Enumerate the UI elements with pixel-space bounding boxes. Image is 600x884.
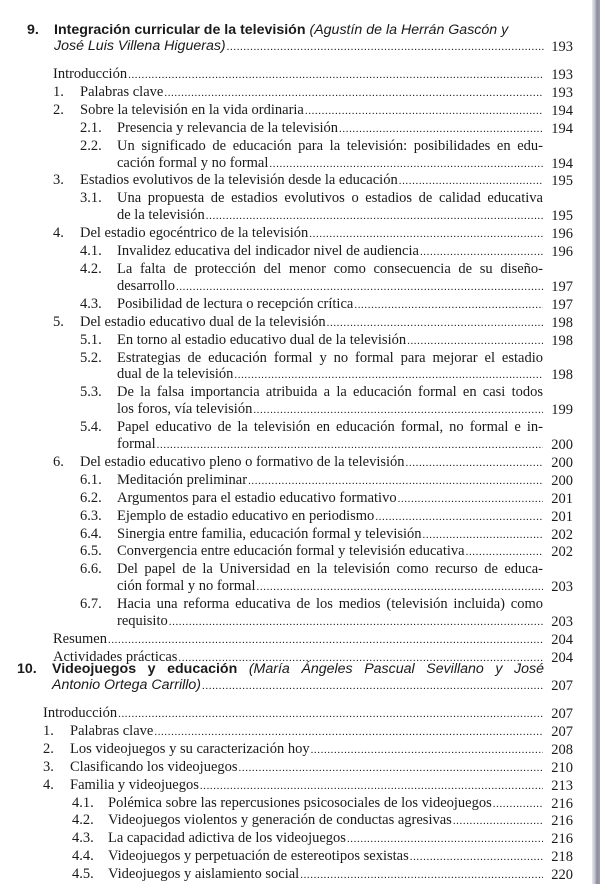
- entry-page-number: 202: [551, 526, 573, 543]
- toc-entry[interactable]: [0, 296, 590, 314]
- dot-leader: [420, 244, 543, 261]
- entry-page-number: 207: [551, 706, 573, 722]
- entry-number: 6.2.: [80, 489, 102, 506]
- entry-number: 6.5.: [80, 543, 102, 560]
- entry-title: Presencia y relevancia de la televisión: [117, 119, 339, 136]
- entry-number: 4.4.: [72, 848, 94, 865]
- dot-leader: [169, 614, 543, 631]
- entry-number: 6.7.: [80, 596, 102, 613]
- entry-title: Del estadio educativo pleno o formativo de la televisión: [80, 453, 405, 470]
- toc-entries: [0, 705, 590, 884]
- entry-page-number: 203: [551, 579, 573, 596]
- entry-number: 4.3.: [72, 830, 94, 847]
- dot-leader: [375, 509, 543, 526]
- entry-page-number: 196: [551, 244, 573, 261]
- dot-leader: [311, 742, 543, 759]
- chapter-authors-line2: José Luis Villena Higueras): [54, 38, 226, 54]
- toc-entry[interactable]: [0, 543, 590, 561]
- dot-leader: [206, 208, 543, 225]
- dot-leader: [354, 297, 543, 314]
- entry-page-number: 195: [551, 173, 573, 190]
- entry-title: Del papel de la Universidad en la televisión como recurso de educa-: [117, 561, 543, 578]
- entry-page-number: 208: [551, 741, 573, 758]
- toc-entry[interactable]: [0, 741, 590, 759]
- dot-leader: [154, 724, 543, 741]
- dot-leader: [234, 367, 543, 384]
- entry-title: Estrategias de educación formal y no formal para mejorar el estadio: [117, 349, 543, 366]
- entry-title: formal: [117, 436, 156, 453]
- entry-title: Meditación preliminar: [117, 471, 248, 488]
- entry-title: Ejemplo de estadio educativo en periodismo: [117, 507, 375, 524]
- dot-leader: [407, 333, 543, 350]
- entry-page-number: 199: [551, 402, 573, 419]
- toc-entry[interactable]: [0, 812, 590, 830]
- dot-leader: [305, 103, 543, 120]
- entry-page-number: 207: [551, 723, 573, 740]
- chapter-9: [0, 22, 590, 667]
- entry-page-number: 196: [551, 226, 573, 243]
- dot-leader: [493, 796, 543, 813]
- entry-title: Introducción: [43, 705, 118, 721]
- dot-leader: [269, 156, 543, 173]
- dot-leader: [410, 849, 543, 866]
- entry-title: Posibilidad de lectura o recepción crítica: [117, 295, 354, 312]
- chapter-authors-line1: (Agustín de la Herrán Gascón y: [309, 22, 509, 38]
- entry-title: Videojuegos violentos y generación de conductas agresivas: [108, 812, 452, 829]
- entry-page-number: 193: [551, 67, 573, 83]
- toc-entry[interactable]: [0, 120, 590, 138]
- dot-leader: [398, 491, 543, 508]
- entry-number: 2.1.: [80, 119, 102, 136]
- entry-number: 6.1.: [80, 471, 102, 488]
- entry-title: Palabras clave: [80, 83, 164, 100]
- entry-page-number: 194: [551, 155, 573, 172]
- entry-page-number: 194: [551, 120, 573, 137]
- toc-entry[interactable]: [0, 795, 590, 813]
- entry-number: 6.3.: [80, 507, 102, 524]
- chapter-title: Videojuegos y educación: [52, 661, 238, 677]
- entry-number: 3.: [53, 172, 64, 189]
- chapter-heading[interactable]: [0, 661, 590, 694]
- entry-page-number: 198: [551, 332, 573, 349]
- dot-leader: [466, 544, 543, 561]
- dot-leader: [309, 226, 543, 243]
- entry-title: requisito: [117, 613, 168, 630]
- toc-entry[interactable]: [0, 848, 590, 866]
- entry-title: La falta de protección del menor como consecuencia de su diseño-: [117, 260, 543, 277]
- toc-entry[interactable]: [0, 454, 590, 472]
- entry-title: Sinergia entre familia, educación formal y televisión: [117, 525, 422, 542]
- toc-entries: [0, 66, 590, 667]
- entry-page-number: 198: [551, 367, 573, 384]
- entry-title: Hacia una reforma educativa de los medios (televisión incluida) como: [117, 596, 543, 613]
- entry-number: 2.: [43, 740, 54, 757]
- toc-entry[interactable]: [0, 472, 590, 490]
- dot-leader: [253, 402, 543, 419]
- dot-leader: [327, 315, 543, 332]
- toc-entry[interactable]: [0, 705, 590, 723]
- entry-title: Del estadio educativo dual de la televisión: [80, 313, 326, 330]
- entry-title: Papel educativo de la televisión en educación formal, no formal e in-: [117, 419, 543, 436]
- entry-title: Convergencia entre educación formal y televisión educativa: [117, 543, 465, 560]
- dot-leader: [300, 867, 543, 884]
- chapter-10: [0, 661, 590, 884]
- entry-title: Del estadio egocéntrico de la televisión: [80, 225, 309, 242]
- toc-entry[interactable]: [0, 830, 590, 848]
- toc-entry[interactable]: [0, 508, 590, 526]
- entry-title: Los videojuegos y su caracterización hoy: [70, 740, 310, 757]
- entry-page-number: 198: [551, 314, 573, 331]
- dot-leader: [339, 121, 543, 138]
- dot-leader: [257, 579, 543, 596]
- entry-title: Actividades prácticas: [53, 648, 178, 665]
- entry-number: 5.2.: [80, 349, 102, 366]
- entry-page-number: 213: [551, 777, 573, 794]
- toc-entry[interactable]: [0, 866, 590, 884]
- chapter-heading[interactable]: [0, 22, 590, 55]
- dot-leader: [200, 778, 543, 795]
- entry-page-number: 220: [551, 867, 573, 884]
- toc-entry[interactable]: [0, 777, 590, 795]
- entry-title: Videojuegos y perpetuación de estereotipos sexistas: [108, 848, 409, 865]
- dot-leader: [239, 760, 543, 777]
- entry-title: Introducción: [53, 66, 128, 82]
- entry-page-number: 197: [551, 296, 573, 313]
- entry-title: Invalidez educativa del indicador nivel de audiencia: [117, 243, 419, 260]
- entry-page-number: 194: [551, 102, 573, 119]
- entry-page-number: 202: [551, 544, 573, 561]
- entry-title: Polémica sobre las repercusiones psicosociales de los videojuegos: [108, 794, 492, 811]
- chapter-authors-line1: (María Ángeles Pascual Sevillano y José: [248, 661, 544, 677]
- dot-leader: [227, 39, 544, 55]
- entry-title: Familia y videojuegos: [70, 776, 199, 793]
- entry-page-number: 200: [551, 472, 573, 489]
- entry-title: Palabras clave: [70, 722, 154, 739]
- toc-entry[interactable]: [0, 102, 590, 120]
- entry-page-number: 204: [551, 632, 573, 648]
- chapter-authors-line2: Antonio Ortega Carrillo): [52, 677, 202, 693]
- dot-leader: [164, 85, 543, 102]
- entry-title: dual de la televisión: [117, 366, 234, 383]
- toc-entry[interactable]: [0, 759, 590, 777]
- entry-number: 4.2.: [72, 812, 94, 829]
- entry-number: 4.: [53, 225, 64, 242]
- entry-number: 6.4.: [80, 525, 102, 542]
- dot-leader: [406, 455, 543, 472]
- entry-page-number: 216: [551, 813, 573, 830]
- toc-entry[interactable]: [0, 314, 590, 332]
- entry-page-number: 210: [551, 759, 573, 776]
- dot-leader: [108, 632, 543, 649]
- entry-title: los foros, vía televisión: [117, 401, 253, 418]
- entry-number: 5.: [53, 313, 64, 330]
- dot-leader: [202, 678, 544, 694]
- entry-number: 4.1.: [80, 243, 102, 260]
- entry-title: de la televisión: [117, 207, 205, 224]
- toc-entry[interactable]: [0, 138, 590, 173]
- toc-entry[interactable]: [0, 490, 590, 508]
- entry-number: 2.2.: [80, 137, 102, 154]
- entry-title: desarrollo: [117, 277, 175, 294]
- entry-number: 5.1.: [80, 331, 102, 348]
- entry-number: 4.5.: [72, 866, 94, 883]
- entry-number: 6.: [53, 453, 64, 470]
- entry-page-number: 216: [551, 795, 573, 812]
- entry-page-number: 200: [551, 454, 573, 471]
- entry-page-number: 197: [551, 278, 573, 295]
- entry-title: Videojuegos y aislamiento social: [108, 866, 300, 883]
- toc-entry[interactable]: [0, 723, 590, 741]
- entry-title: Argumentos para el estadio educativo formativo: [117, 489, 397, 506]
- toc-entry[interactable]: [0, 172, 590, 190]
- entry-title: Una propuesta de estadios evolutivos o estadios de calidad educativa: [117, 190, 543, 207]
- entry-title: Sobre la televisión en la vida ordinaria: [80, 101, 304, 118]
- dot-leader: [128, 67, 543, 84]
- entry-title: Estadios evolutivos de la televisión desde la educación: [80, 172, 398, 189]
- entry-title: ción formal y no formal: [117, 578, 256, 595]
- entry-title: De la falsa importancia atribuida a la educación formal en casi todos: [117, 384, 543, 401]
- entry-number: 4.3.: [80, 295, 102, 312]
- toc-entry[interactable]: [0, 561, 590, 596]
- entry-number: 4.1.: [72, 794, 94, 811]
- chapter-title: Integración curricular de la televisión: [54, 22, 306, 38]
- toc-entry[interactable]: [0, 225, 590, 243]
- entry-title: Resumen: [53, 631, 107, 647]
- entry-number: 4.: [43, 776, 54, 793]
- entry-title: En torno al estadio educativo dual de la televisión: [117, 331, 407, 348]
- toc-entry[interactable]: [0, 261, 590, 296]
- entry-number: 3.1.: [80, 190, 102, 207]
- entry-number: 4.2.: [80, 260, 102, 277]
- entry-number: 6.6.: [80, 561, 102, 578]
- entry-number: 1.: [43, 722, 54, 739]
- dot-leader: [453, 813, 543, 830]
- entry-page-number: 204: [551, 649, 573, 666]
- toc-entry[interactable]: [0, 384, 590, 419]
- toc-entry[interactable]: [0, 350, 590, 385]
- toc-entry[interactable]: [0, 66, 590, 84]
- entry-number: 1.: [53, 83, 64, 100]
- entry-page-number: 195: [551, 208, 573, 225]
- toc-entry[interactable]: [0, 631, 590, 649]
- entry-number: 3.: [43, 758, 54, 775]
- entry-number: 5.3.: [80, 384, 102, 401]
- entry-title: Clasificando los videojuegos: [70, 758, 238, 775]
- entry-page-number: 200: [551, 437, 573, 454]
- entry-page-number: 203: [551, 614, 573, 631]
- entry-page-number: 201: [551, 508, 573, 525]
- dot-leader: [347, 831, 543, 848]
- dot-leader: [157, 437, 543, 454]
- entry-title: Un significado de educación para la televisión: posibilidades en edu-: [117, 137, 543, 154]
- dot-leader: [176, 279, 543, 296]
- entry-page-number: 193: [551, 84, 573, 101]
- toc-entry[interactable]: [0, 332, 590, 350]
- entry-number: 5.4.: [80, 419, 102, 436]
- entry-title: cación formal y no formal: [117, 154, 269, 171]
- dot-leader: [399, 173, 543, 190]
- entry-page-number: 218: [551, 849, 573, 866]
- chapter-page-number: 207: [551, 678, 573, 694]
- toc-entry[interactable]: [0, 526, 590, 544]
- dot-leader: [248, 473, 543, 490]
- entry-title: La capacidad adictiva de los videojuegos: [108, 830, 346, 847]
- entry-number: 2.: [53, 101, 64, 118]
- toc-entry[interactable]: [0, 419, 590, 454]
- toc-entry[interactable]: [0, 243, 590, 261]
- chapter-number: 9.: [27, 22, 39, 38]
- entry-page-number: 216: [551, 831, 573, 848]
- toc-entry[interactable]: [0, 190, 590, 225]
- entry-page-number: 201: [551, 490, 573, 507]
- dot-leader: [423, 527, 543, 544]
- toc-entry[interactable]: [0, 84, 590, 102]
- toc-entry[interactable]: [0, 596, 590, 631]
- page-edge-shadow: [592, 0, 600, 884]
- chapter-page-number: 193: [551, 39, 573, 55]
- chapter-number: 10.: [17, 661, 37, 677]
- dot-leader: [118, 706, 543, 723]
